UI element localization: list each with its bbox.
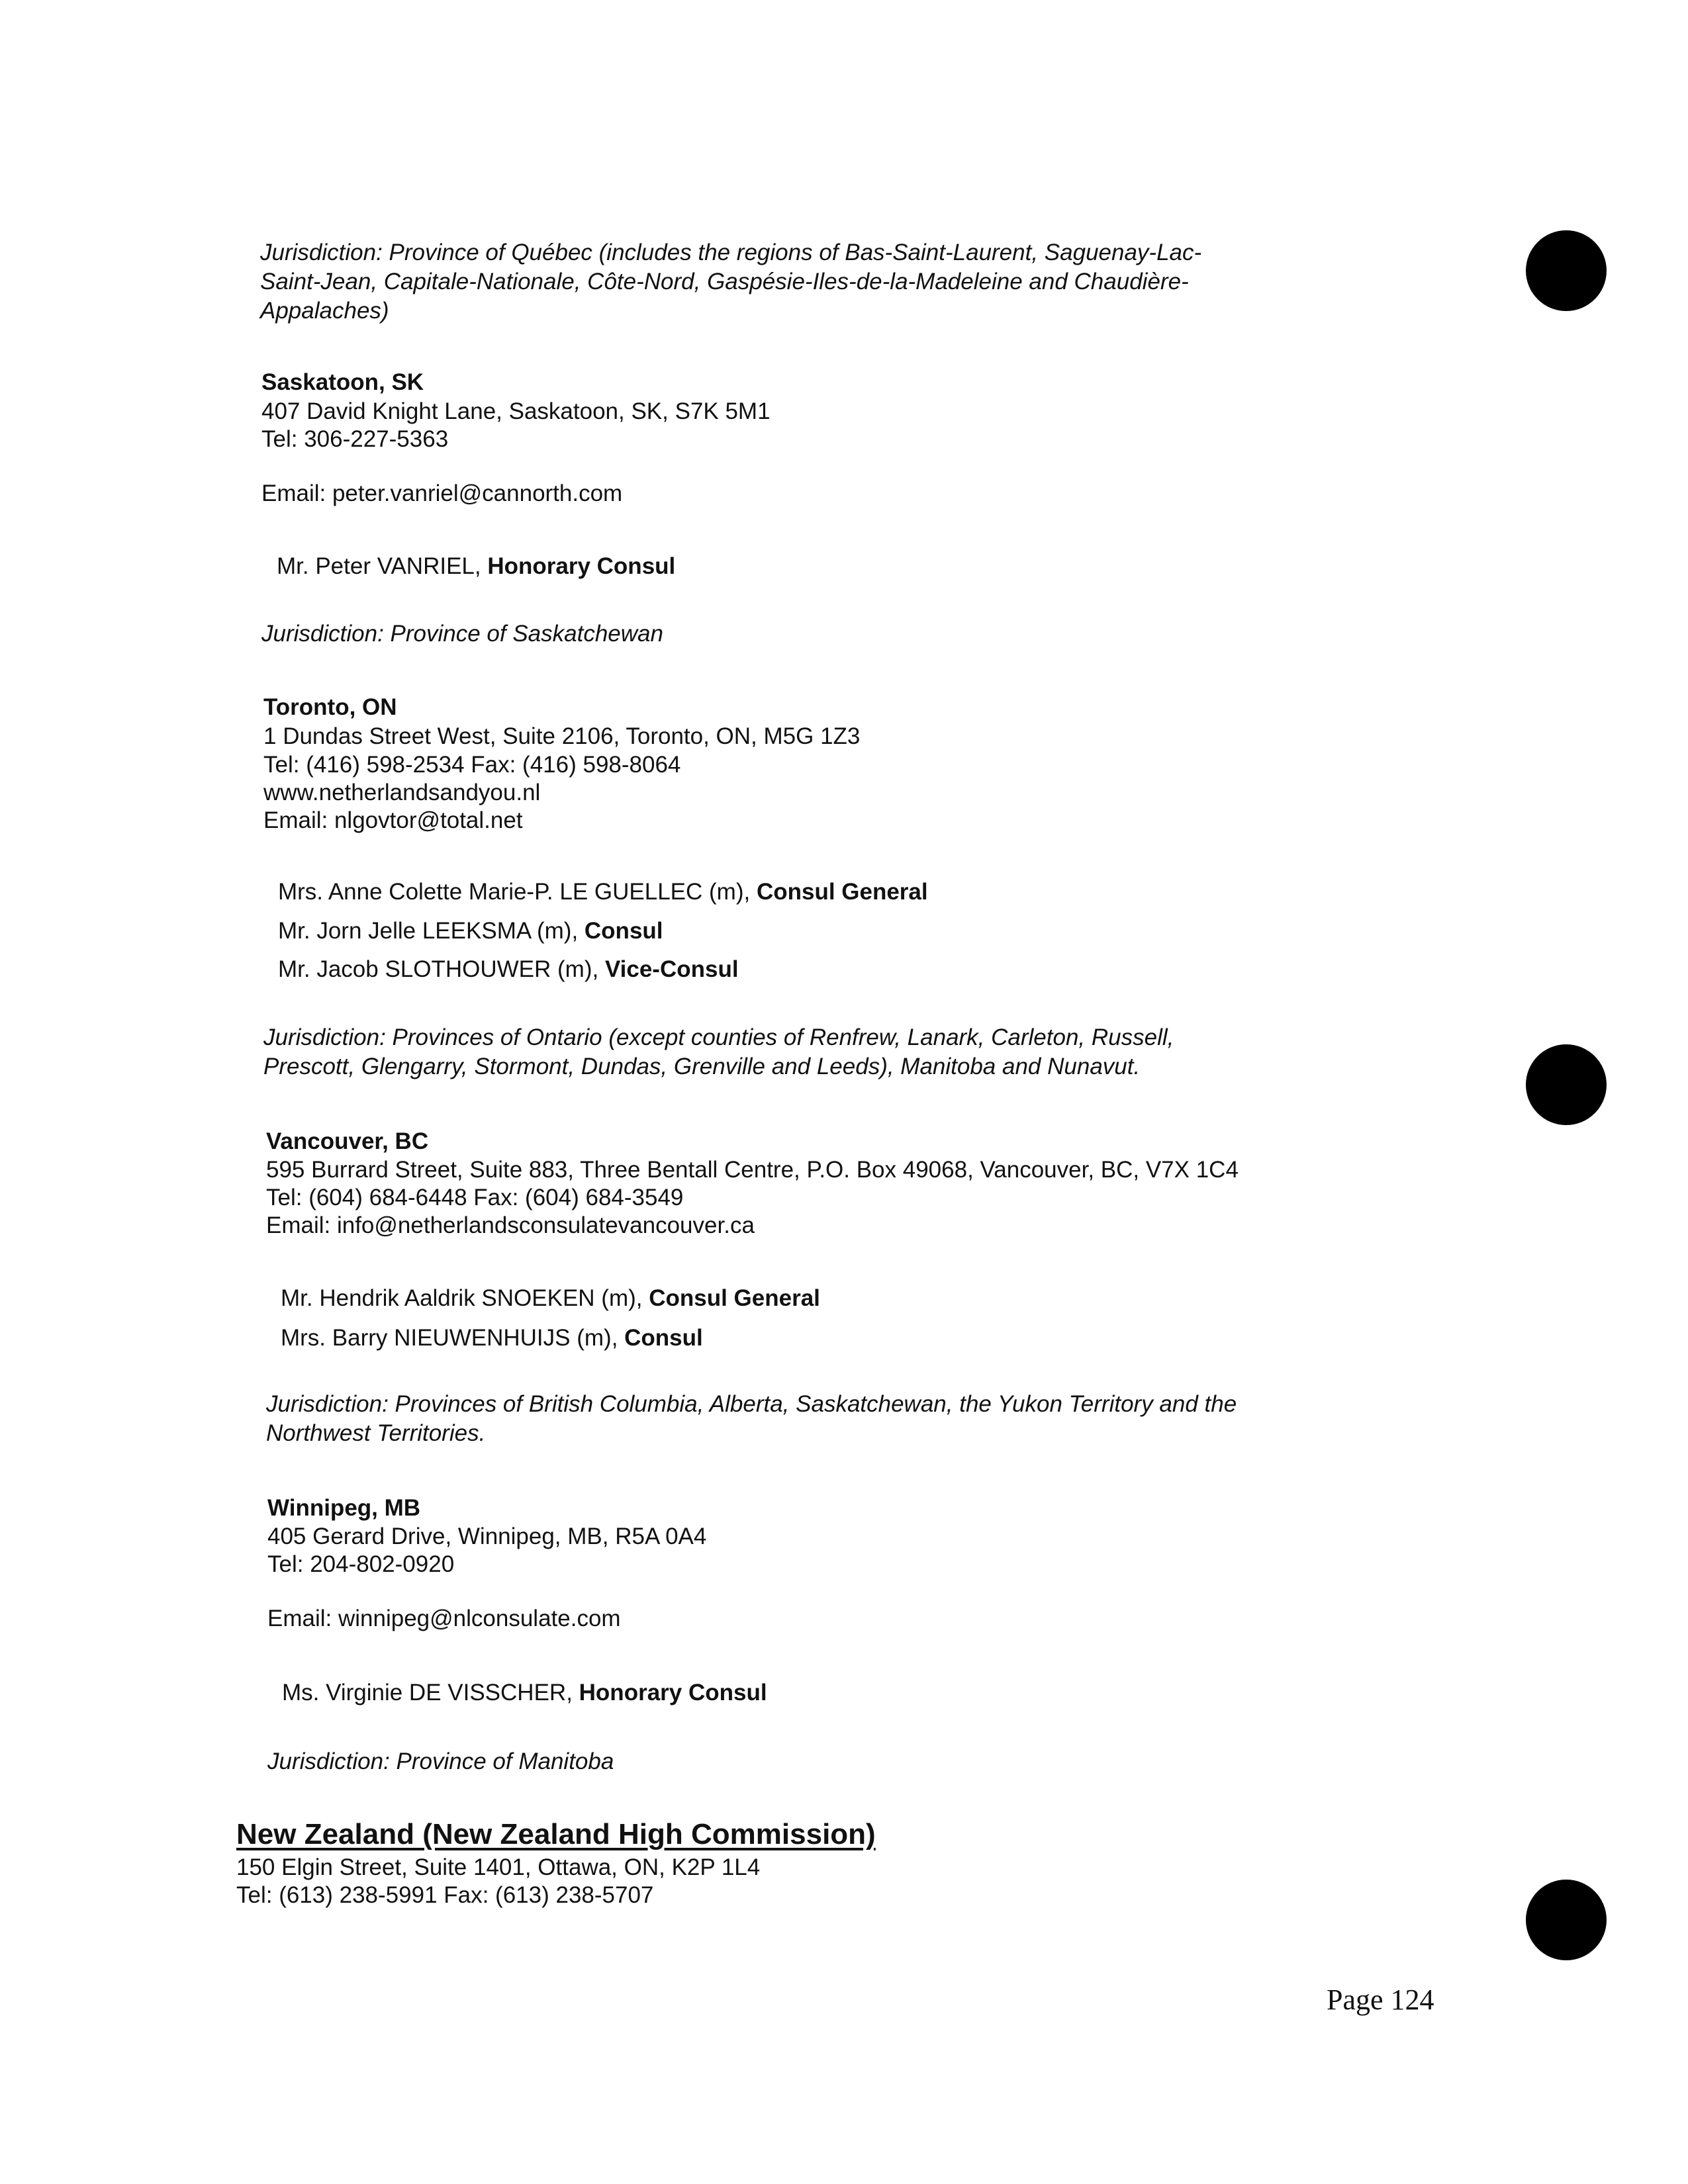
jurisdiction-line: Northwest Territories. xyxy=(266,1420,486,1446)
city-heading: Winnipeg, MB xyxy=(267,1495,421,1521)
city-heading: Toronto, ON xyxy=(263,694,397,720)
official-entry xyxy=(281,1324,703,1352)
website: www.netherlandsandyou.nl xyxy=(263,780,541,805)
official-entry xyxy=(281,1284,820,1312)
email: Email: nlgovtor@total.net xyxy=(263,807,523,833)
official-title: Vice-Consul xyxy=(604,956,739,982)
official-entry xyxy=(278,917,663,945)
official-name: Mr. Hendrik Aaldrik SNOEKEN (m), xyxy=(281,1285,649,1311)
city-heading: Vancouver, BC xyxy=(266,1128,429,1154)
official-entry xyxy=(277,552,675,580)
telephone: Tel: 204-802-0920 xyxy=(267,1551,455,1577)
punch-hole-middle xyxy=(1526,1044,1607,1125)
official-name: Mr. Jorn Jelle LEEKSMA (m), xyxy=(278,918,585,944)
official-title: Honorary Consul xyxy=(487,553,676,579)
jurisdiction-line: Jurisdiction: Province of Saskatchewan xyxy=(261,621,663,647)
official-name: Mrs. Anne Colette Marie-P. LE GUELLEC (m), xyxy=(278,879,757,905)
telephone: Tel: 306-227-5363 xyxy=(261,426,449,452)
address: 595 Burrard Street, Suite 883, Three Bentall Centre, P.O. Box 49068, Vancouver, BC, V7X 1C4 xyxy=(266,1157,1239,1183)
official-title: Consul General xyxy=(756,879,928,905)
email: Email: peter.vanriel@cannorth.com xyxy=(261,480,623,506)
email: Email: winnipeg@nlconsulate.com xyxy=(267,1606,621,1631)
official-name: Mr. Jacob SLOTHOUWER (m), xyxy=(278,956,605,982)
official-name: Ms. Virginie DE VISSCHER, xyxy=(282,1680,579,1706)
page-number: Page 124 xyxy=(1327,1983,1434,2016)
address: 1 Dundas Street West, Suite 2106, Toronto, ON, M5G 1Z3 xyxy=(263,723,861,749)
official-entry xyxy=(278,878,928,906)
telephone: Tel: (613) 238-5991 Fax: (613) 238-5707 xyxy=(236,1882,654,1908)
jurisdiction-line: Jurisdiction: Province of Québec (includes the regions of Bas-Saint-Laurent, Saguenay-Lac- xyxy=(260,240,1202,265)
official-title: Honorary Consul xyxy=(579,1680,767,1706)
jurisdiction-line: Saint-Jean, Capitale-Nationale, Côte-Nord, Gaspésie-Iles-de-la-Madeleine and Chaudière- xyxy=(260,269,1189,295)
section-heading: New Zealand (New Zealand High Commission) xyxy=(236,1818,876,1850)
address: 150 Elgin Street, Suite 1401, Ottawa, ON, K2P 1L4 xyxy=(236,1854,761,1880)
punch-hole-top xyxy=(1526,230,1607,311)
city-heading: Saskatoon, SK xyxy=(261,369,424,395)
address: 407 David Knight Lane, Saskatoon, SK, S7K 5M1 xyxy=(261,398,771,424)
jurisdiction-line: Appalaches) xyxy=(260,298,389,324)
official-title: Consul General xyxy=(649,1285,820,1311)
jurisdiction-line: Prescott, Glengarry, Stormont, Dundas, Grenville and Leeds), Manitoba and Nunavut. xyxy=(263,1054,1141,1079)
telephone: Tel: (604) 684-6448 Fax: (604) 684-3549 xyxy=(266,1185,684,1210)
address: 405 Gerard Drive, Winnipeg, MB, R5A 0A4 xyxy=(267,1524,707,1549)
jurisdiction-line: Jurisdiction: Province of Manitoba xyxy=(267,1749,614,1774)
official-name: Mr. Peter VANRIEL, xyxy=(277,553,488,579)
jurisdiction-line: Jurisdiction: Provinces of Ontario (except counties of Renfrew, Lanark, Carleton, Russell, xyxy=(263,1024,1174,1050)
official-name: Mrs. Barry NIEUWENHUIJS (m), xyxy=(281,1325,625,1351)
official-entry xyxy=(278,955,739,983)
official-entry xyxy=(282,1678,767,1707)
official-title: Consul xyxy=(584,918,663,944)
email: Email: info@netherlandsconsulatevancouver.ca xyxy=(266,1212,755,1238)
official-title: Consul xyxy=(624,1325,703,1351)
punch-hole-bottom xyxy=(1526,1880,1607,1960)
jurisdiction-line: Jurisdiction: Provinces of British Columbia, Alberta, Saskatchewan, the Yukon Territory and the xyxy=(266,1391,1237,1417)
telephone: Tel: (416) 598-2534 Fax: (416) 598-8064 xyxy=(263,752,681,778)
